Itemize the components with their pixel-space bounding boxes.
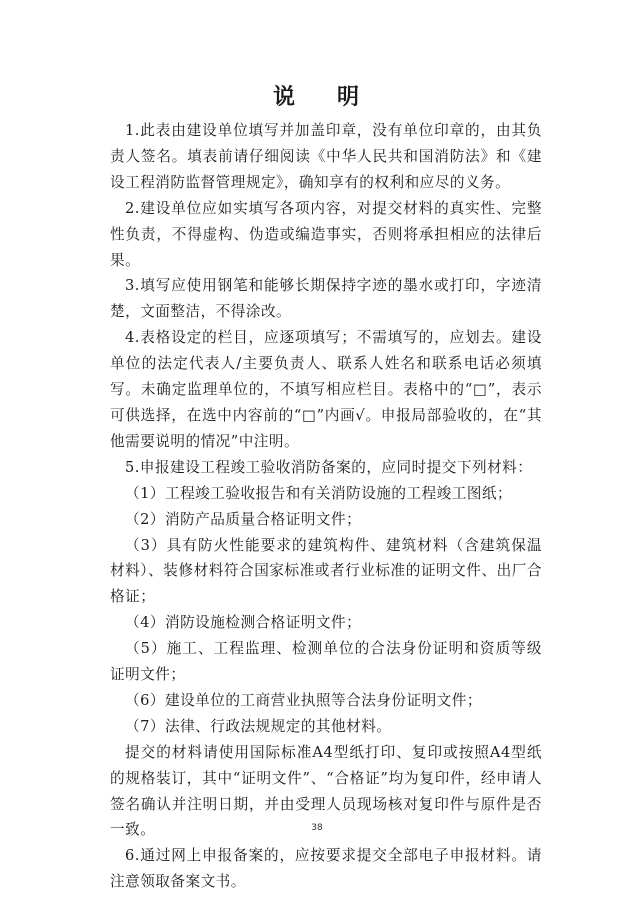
material-item-3: （3）具有防火性能要求的建筑构件、建筑材料（含建筑保温材料）、装修材料符合国家标准或者行业标准的证明文件、出厂合格证； bbox=[110, 536, 542, 606]
page-number: 38 bbox=[311, 823, 323, 833]
instruction-paragraph-5: 5.申报建设工程竣工验收消防备案的，应同时提交下列材料： bbox=[125, 458, 533, 476]
material-item-1: （1）工程竣工验收报告和有关消防设施的工程竣工图纸； bbox=[125, 484, 513, 502]
instructions-body bbox=[110, 118, 542, 895]
material-item-2: （2）消防产品质量合格证明文件； bbox=[125, 510, 362, 528]
instruction-paragraph-2: 2.建设单位应如实填写各项内容，对提交材料的真实性、完整性负责，不得虚构、伪造或编造事实，否则将承担相应的法律后果。 bbox=[110, 199, 542, 269]
submission-format-note: 提交的材料请使用国际标准A4型纸打印、复印或按照A4型纸的规格装订，其中“证明文件”、“合格证”均为复印件，经申请人签名确认并注明日期，并由受理人员现场核对复印件与原件是否一致。 bbox=[110, 743, 542, 839]
instruction-paragraph-4: 4.表格设定的栏目，应逐项填写；不需填写的，应划去。建设单位的法定代表人/主要负责人、联系人姓名和联系电话必须填写。未确定监理单位的，不填写相应栏目。表格中的“□”，表示可供选择，在选中内容前的“□”内画√。申报局部验收的，在“其他需要说明的情况”中注明。 bbox=[110, 329, 542, 450]
title-char-1: 说 bbox=[272, 85, 297, 110]
instruction-paragraph-3: 3.填写应使用钢笔和能够长期保持字迹的墨水或打印，字迹清楚，文面整洁，不得涂改。 bbox=[110, 277, 542, 321]
material-item-5: （5）施工、工程监理、检测单位的合法身份证明和资质等级证明文件； bbox=[110, 640, 542, 684]
material-item-4: （4）消防设施检测合格证明文件； bbox=[125, 614, 362, 632]
instruction-paragraph-6: 6.通过网上申报备案的，应按要求提交全部电子申报材料。请注意领取备案文书。 bbox=[110, 847, 542, 891]
page-title bbox=[0, 80, 634, 111]
instruction-paragraph-1: 1.此表由建设单位填写并加盖印章，没有单位印章的，由其负责人签名。填表前请仔细阅读《中华人民共和国消防法》和《建设工程消防监督管理规定》，确知享有的权利和应尽的义务。 bbox=[110, 122, 542, 191]
title-char-2: 明 bbox=[337, 85, 362, 110]
material-item-7: （7）法律、行政法规规定的其他材料。 bbox=[125, 717, 392, 735]
material-item-6: （6）建设单位的工商营业执照等合法身份证明文件； bbox=[125, 691, 482, 709]
